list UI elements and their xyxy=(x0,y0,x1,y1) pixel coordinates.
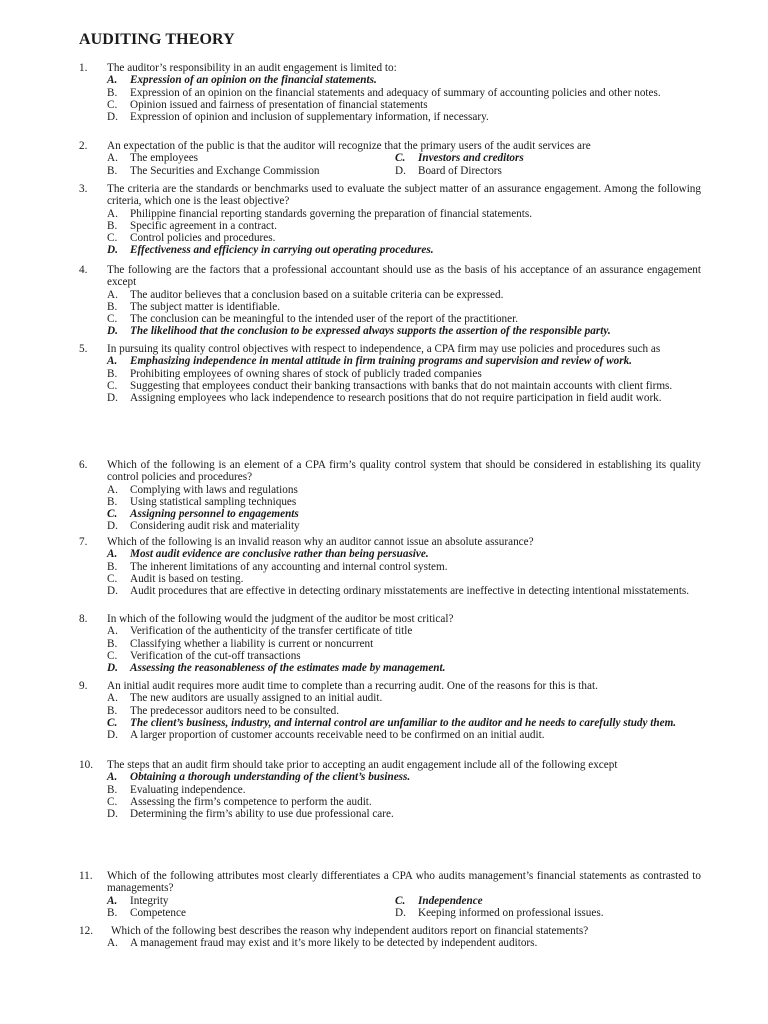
option-d: D. Audit procedures that are effective in detecting ordinary misstatements are ineffective in detecting intentional misstatements. xyxy=(107,585,690,598)
option-b: B. The predecessor auditors need to be consulted. xyxy=(107,704,340,717)
question-stem: Which of the following is an invalid reason why an auditor cannot issue an absolute assurance? xyxy=(107,536,534,548)
question-stem: In pursuing its quality control objectives with respect to independence, a CPA firm may use policies and procedures such as xyxy=(107,343,661,355)
option-a: A. Verification of the authenticity of the transfer certificate of title xyxy=(107,625,413,638)
option-d: D. Considering audit risk and materiality xyxy=(107,520,300,533)
option-a: A. Complying with laws and regulations xyxy=(107,483,298,496)
question-7 xyxy=(79,536,701,597)
option-d: D. A larger proportion of customer accounts receivable need to be confirmed on an initial audit. xyxy=(107,729,545,742)
option-d: D. Assigning employees who lack independence to research positions that do not require participation in field audit work. xyxy=(107,392,662,405)
page-title: AUDITING THEORY xyxy=(79,31,235,48)
question-11 xyxy=(79,870,701,919)
question-number: 1. xyxy=(79,62,88,74)
option-a: A. Emphasizing independence in mental attitude in firm training programs and supervision and review of work. xyxy=(107,355,632,368)
option-c: C. Audit is based on testing. xyxy=(107,572,244,585)
question-number: 11. xyxy=(79,870,93,882)
question-stem: The following are the factors that a professional accountant should use as the basis of his acceptance of an assurance engagement except xyxy=(107,264,701,289)
question-3 xyxy=(79,183,701,257)
option-c: C. The conclusion can be meaningful to the intended user of the report of the practitioner. xyxy=(107,313,519,326)
question-number: 6. xyxy=(79,459,88,471)
question-stem: Which of the following best describes the reason why independent auditors report on financial statements? xyxy=(111,925,589,937)
option-b: B. Using statistical sampling techniques xyxy=(107,495,297,508)
question-number: 10. xyxy=(79,759,93,771)
option-d: D. Expression of opinion and inclusion of supplementary information, if necessary. xyxy=(107,111,489,124)
option-b: B. The subject matter is identifiable. xyxy=(107,300,281,313)
question-2 xyxy=(79,140,701,177)
option-b: B. Expression of an opinion on the financial statements and adequacy of summary of accounting policies and other notes. xyxy=(107,86,661,99)
question-4 xyxy=(79,264,701,338)
question-stem: The auditor’s responsibility in an audit engagement is limited to: xyxy=(107,62,397,74)
option-a: A. The employees xyxy=(107,152,199,165)
option-a: A. Integrity xyxy=(107,894,169,907)
question-number: 2. xyxy=(79,140,88,152)
option-c: C. Assigning personnel to engagements xyxy=(107,508,299,521)
option-b: B. Prohibiting employees of owning shares of stock of publicly traded companies xyxy=(107,367,482,380)
question-stem: The criteria are the standards or benchmarks used to evaluate the subject matter of an assurance engagement. Among the following criteria, which one is the least objective? xyxy=(107,183,701,208)
question-stem: An expectation of the public is that the auditor will recognize that the primary users of the audit services are xyxy=(107,140,591,152)
option-c: C. The client’s business, industry, and internal control are unfamiliar to the auditor and he needs to carefully study them. xyxy=(107,716,677,729)
question-number: 9. xyxy=(79,680,88,692)
question-5 xyxy=(79,343,701,404)
question-number: 7. xyxy=(79,536,88,548)
question-number: 4. xyxy=(79,264,88,276)
option-d: D. Board of Directors xyxy=(395,164,502,177)
question-stem: The steps that an audit firm should take prior to accepting an audit engagement include all of the following except xyxy=(107,759,618,771)
option-d: D. The likelihood that the conclusion to be expressed always supports the assertion of the responsible party. xyxy=(107,325,611,338)
question-stem: In which of the following would the judgment of the auditor be most critical? xyxy=(107,613,454,625)
option-b: B. Specific agreement in a contract. xyxy=(107,219,277,232)
option-a: A. Obtaining a thorough understanding of the client’s business. xyxy=(107,771,411,784)
option-d: D. Effectiveness and efficiency in carrying out operating procedures. xyxy=(107,244,434,257)
option-a: A. Philippine financial reporting standards governing the preparation of financial statements. xyxy=(107,207,533,220)
option-a: A. Expression of an opinion on the financial statements. xyxy=(107,74,377,87)
question-number: 3. xyxy=(79,183,88,195)
option-b: B. The Securities and Exchange Commission xyxy=(107,164,320,177)
option-c: C. Assessing the firm’s competence to perform the audit. xyxy=(107,795,372,808)
option-d: D. Determining the firm’s ability to use due professional care. xyxy=(107,808,394,821)
option-d: D. Assessing the reasonableness of the estimates made by management. xyxy=(107,662,446,675)
question-stem: Which of the following attributes most clearly differentiates a CPA who audits management’s financial statements as contrasted to managements? xyxy=(107,870,701,895)
option-a: A. A management fraud may exist and it’s more likely to be detected by independent auditors. xyxy=(107,937,538,950)
option-b: B. The inherent limitations of any accounting and internal control system. xyxy=(107,560,448,573)
question-stem: Which of the following is an element of a CPA firm’s quality control system that should be considered in establishing its quality control policies and procedures? xyxy=(107,459,701,484)
option-b: B. Competence xyxy=(107,906,186,919)
option-b: B. Classifying whether a liability is current or noncurrent xyxy=(107,637,374,650)
option-c: C. Investors and creditors xyxy=(395,152,524,165)
option-a: A. The new auditors are usually assigned to an initial audit. xyxy=(107,692,383,705)
question-6 xyxy=(79,459,701,533)
question-10 xyxy=(79,759,701,820)
option-c: C. Control policies and procedures. xyxy=(107,232,276,245)
option-c: C. Verification of the cut-off transactions xyxy=(107,649,301,662)
option-c: C. Independence xyxy=(395,894,483,907)
question-12 xyxy=(79,925,701,950)
question-stem: An initial audit requires more audit time to complete than a recurring audit. One of the reasons for this is that. xyxy=(107,680,598,692)
question-9 xyxy=(79,680,701,741)
question-8 xyxy=(79,613,701,674)
option-d: D. Keeping informed on professional issues. xyxy=(395,906,604,919)
option-a: A. Most audit evidence are conclusive rather than being persuasive. xyxy=(107,548,429,561)
question-number: 8. xyxy=(79,613,88,625)
option-b: B. Evaluating independence. xyxy=(107,783,246,796)
option-c: C. Opinion issued and fairness of presentation of financial statements xyxy=(107,98,428,111)
question-1 xyxy=(79,62,701,123)
question-number: 12. xyxy=(79,925,93,937)
option-a: A. The auditor believes that a conclusion based on a suitable criteria can be expressed. xyxy=(107,288,504,301)
option-c: C. Suggesting that employees conduct their banking transactions with banks that do not maintain accounts with client firms. xyxy=(107,379,673,392)
question-number: 5. xyxy=(79,343,88,355)
